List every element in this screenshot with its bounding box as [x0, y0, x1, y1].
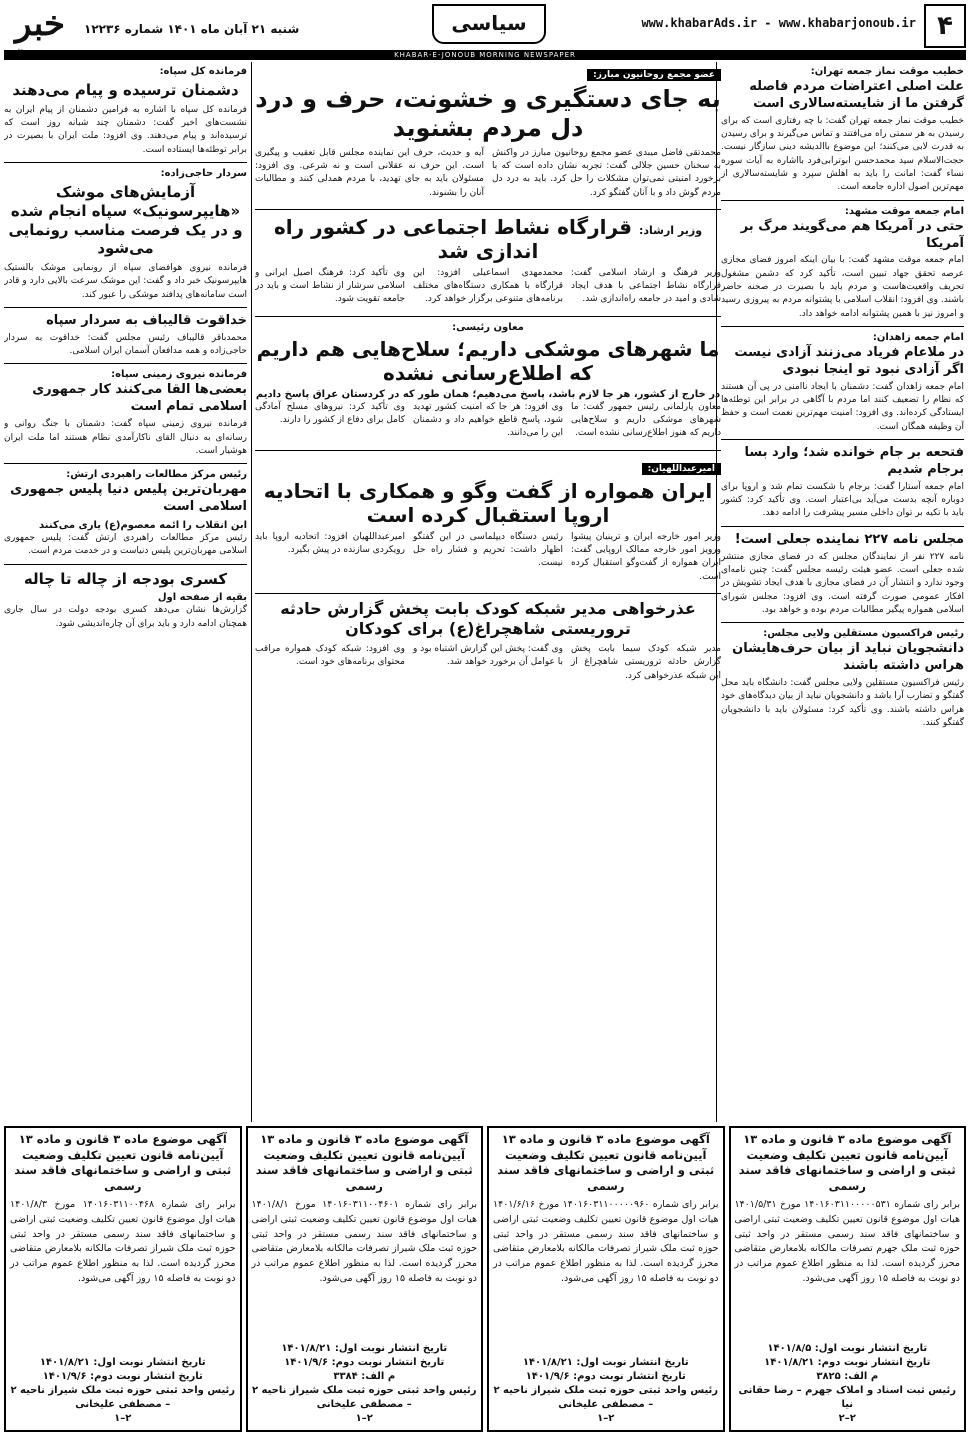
article-headline[interactable]: دانشجویان نباید از بیان حرف‌هایشان هراس داشته باشند	[732, 641, 964, 674]
article-body: امام جمعه آستارا گفت: برجام با شکست تمام شد و اروپا برای دوباره آنچه بدست می‌آید بی‌اعتبار است. وی تأکید کرد: کشور باید با تکیه بر توان داخلی مسیر پیشرفت را ادامه دهد.	[721, 481, 964, 519]
article-body: وزیر امور خارجه ایران و ترینیان پیشوا ورویز امور خارجه ممالک اروپایی گفت: ایران همواره از گفت‌وگو استقبال کرده است.	[571, 531, 721, 582]
middle-column	[255, 62, 721, 1122]
legal-ad	[487, 1126, 725, 1432]
article-subheadline: ابن انقلاب را ائمه معصوم(ع) یاری می‌کنند	[39, 519, 247, 531]
divider	[255, 209, 721, 210]
newspaper-logo	[4, 4, 76, 46]
article-kicker: فرمانده نیروی زمینی سپاه:	[111, 369, 247, 381]
divider	[721, 622, 964, 623]
article-kicker: امیرعبداللهیان:	[642, 463, 721, 475]
article-columns	[255, 147, 721, 204]
divider	[4, 564, 247, 565]
ad-footer	[252, 1342, 478, 1426]
ad-number: ۲–۱	[597, 1413, 615, 1424]
masthead-ticker: KHABAR-E-JONOUB MORNING NEWSPAPER	[4, 50, 966, 60]
ad-body: برابر رای شماره ۱۴۰۱۶۰۳۱۱۰۰۰۰۰۵۳۱ مورخ ۱۴۰۱/۵/۳۱ هیات اول موضوع قانون تعیین تکلیف وضعیت ثبتی اراضی و ساختمانهای فاقد سند رسمی مستقر در واحد ثبتی حوزه ثبت ملک جهرم تصرفات مالکانه بلامعارض متقاضی محرز گردیده است. لذا به منظور اطلاع عموم مراتب در دو نوبت به فاصله ۱۵ روز آگهی می‌شود.	[734, 1199, 960, 1284]
ad-title: آگهی موضوع ماده ۳ قانون و ماده ۱۳ آیین‌نامه قانون تعیین تکلیف وضعیت ثبتی و اراضی و ساختمانهای فاقد سند رسمی	[497, 1132, 715, 1193]
section-title: سیاسی	[432, 4, 546, 44]
legal-ad	[246, 1126, 484, 1432]
ad-date-first: تاریخ انتشار نوبت اول: ۱۴۰۱/۸/۲۱	[281, 1343, 448, 1354]
ad-signer: رئیس واحد ثبتی حوزه ثبت ملک شیراز ناحیه ۲ – مصطفی علیخانی	[10, 1385, 236, 1410]
article-body: گزارش‌ها نشان می‌دهد کسری بودجه دولت در سال جاری همچنان ادامه دارد و باید برای آن چاره‌اندیشی شود.	[4, 605, 247, 629]
ad-code: م الف: ۳۳۸۴	[333, 1371, 396, 1382]
divider	[721, 526, 964, 527]
legal-ad	[4, 1126, 242, 1432]
ad-signer: رئیس واحد ثبتی حوزه ثبت ملک شیراز ناحیه ۲ – مصطفی علیخانی	[493, 1385, 719, 1410]
ad-title: آگهی موضوع ماده ۳ قانون و ماده ۱۳ آیین‌نامه قانون تعیین تکلیف وضعیت ثبتی و اراضی و ساختمانهای فاقد سند رسمی	[255, 1132, 473, 1193]
article-body: فرمانده نیروی زمینی سپاه گفت: دشمنان با جنگ روانی و رسانه‌ای به دنبال القای ناکارآمدی نظام هستند اما ملت ایران هوشیار است.	[4, 419, 247, 456]
article-body: فرمانده نیروی هوافضای سپاه از رونمایی موشک بالستیک هایپرسونیک خبر داد و گفت: این موشک سرعت بالایی دارد و قادر است سامانه‌های پدافند موشکی را عبور کند.	[4, 263, 247, 300]
ad-code: م الف: ۳۸۲۵	[816, 1371, 879, 1382]
article-headline[interactable]: ایران همواره از گفت وگو و همکاری با اتحادیه اروپا استقبال کرده است	[263, 478, 713, 527]
ad-date-second: تاریخ انتشار نوبت دوم: ۱۴۰۱/۹/۶	[284, 1357, 445, 1368]
article-body: رئیس فراکسیون مستقلین ولایی مجلس گفت: دانشگاه باید محل گفتگو و تضارب آرا باشد و دانشجویان نباید از بیان دیدگاه‌های خود هراس داشته باشند. وی تأکید کرد: مسئولان باید با دانشجویان گفتگو کنند.	[721, 677, 964, 728]
ad-number: ۲–۱	[355, 1413, 373, 1424]
divider	[255, 450, 721, 451]
article-columns	[255, 643, 721, 687]
ad-title: آگهی موضوع ماده ۳ قانون و ماده ۱۳ آیین‌نامه قانون تعیین تکلیف وضعیت ثبتی و اراضی و ساختمانهای فاقد سند رسمی	[738, 1132, 956, 1193]
article-kicker: سردار حاجی‌زاده:	[160, 168, 247, 179]
masthead	[4, 4, 966, 53]
article-headline[interactable]: مهربان‌ترین پلیس دنیا پلیس جمهوری اسلامی است	[10, 482, 247, 515]
article-body: وزیر فرهنگ و ارشاد اسلامی گفت: قرارگاه نشاط اجتماعی با هدف ایجاد شادی و امید در جامعه راه‌اندازی شد.	[571, 267, 721, 305]
left-column	[4, 62, 252, 1122]
article-kicker: خطیب موقت نماز جمعه تهران:	[810, 66, 964, 77]
divider	[721, 326, 964, 327]
article-headline[interactable]: دشمنان ترسیده و پیام می‌دهند	[12, 81, 239, 99]
article-subheadline: در خارج از کشور، هر جا لازم باشد، پاسخ می‌دهیم؛ همان طور که در کردستان عراق پاسخ دادیم	[255, 388, 721, 400]
article-body: مدیر شبکه کودک سیما بابت پخش گزارش حادثه تروریستی شاهچراغ از این شبکه عذرخواهی کرد.	[571, 643, 721, 681]
ad-number: ۲–۱	[114, 1413, 132, 1424]
divider	[4, 463, 247, 464]
ad-body: برابر رای شماره ۱۴۰۱۶۰۳۱۱۰۰۴۶۸ مورخ ۱۴۰۱/۸/۳ هیات اول موضوع قانون تعیین تکلیف وضعیت ثبتی اراضی و ساختمانهای فاقد سند رسمی مستقر در واحد ثبتی حوزه ثبت ملک شیراز تصرفات مالکانه بلامعارض متقاضی محرز گردیده است. لذا به منظور اطلاع عموم مراتب در دو نوبت به فاصله ۱۵ روز آگهی می‌شود.	[10, 1199, 236, 1284]
article-body: نامه ۲۲۷ نفر از نمایندگان مجلس که در فضای مجازی منتشر شده جعلی است. عضو هیئت رئیسه مجلس گفت: چنین نامه‌ای وجود ندارد و انتشار آن در فضای مجازی با هدف ایجاد تشویش در افکار عمومی صورت گرفته است. وی افزود: مجلس شورای اسلامی همواره پیگیر مطالبات مردم بوده و خواهد بود.	[721, 551, 964, 615]
article-body: محمدتقی فاضل میبدی عضو مجمع روحانیون مبارز در واکنش به سخنان حسین جلالی گفت: تجربه نشان داده است که با برخورد امنیتی نمی‌توان مشکلات را حل کرد. باید به درد دل مردم گوش داد و با آنان گفتگو کرد.	[492, 147, 721, 198]
article-body: رئیس مرکز مطالعات راهبردی ارتش گفت: پلیس جمهوری اسلامی مهربان‌ترین پلیس دنیاست و در خدمت مردم است.	[4, 532, 247, 557]
ad-date-first: تاریخ انتشار نوبت اول: ۱۴۰۱/۸/۲۱	[522, 1357, 689, 1368]
article-kicker: عضو مجمع روحانیون مبارز:	[587, 69, 721, 81]
article-body: وی تأکید کرد: فرهنگ اصیل ایرانی و اسلامی سرشار از نشاط است و باید در جامعه تقویت شود.	[255, 267, 405, 305]
article-columns	[255, 267, 721, 311]
article-headline[interactable]: در ملاعام فریاد می‌زنند آزادی نیست اگر آزادی نبود تو اینجا نبودی	[734, 345, 964, 377]
ad-footer	[735, 1342, 961, 1426]
dateline: شنبه ۲۱ آبان ماه ۱۴۰۱ شماره ۱۲۲۳۶	[84, 22, 300, 36]
ad-date-second: تاریخ انتشار نوبت دوم: ۱۴۰۱/۹/۶	[42, 1371, 203, 1382]
ad-number: ۲–۲	[838, 1413, 856, 1424]
divider	[4, 363, 247, 364]
article-columns	[255, 401, 721, 445]
article-headline[interactable]	[255, 215, 721, 263]
page-number: ۴	[924, 4, 966, 48]
article-kicker: فرمانده کل سپاه:	[159, 66, 247, 77]
article-body: محمدباقر قالیباف رئیس مجلس گفت: خداقوت به سردار حاجی‌زاده و همه مدافعان آسمان ایران اسلامی.	[4, 332, 247, 357]
article-body: وی گفت: پخش این گزارش اشتباه بود و با عوامل آن برخورد خواهد شد.	[413, 643, 563, 668]
right-column	[716, 62, 964, 1122]
article-headline[interactable]: کسری بودجه از چاله تا چاله	[23, 569, 228, 588]
ad-signer: رئیس واحد ثبتی حوزه ثبت ملک شیراز ناحیه ۲ – مصطفی علیخانی	[251, 1385, 477, 1410]
ad-date-first: تاریخ انتشار نوبت اول: ۱۴۰۱/۸/۲۱	[39, 1357, 206, 1368]
website-url[interactable]: www.khabarAds.ir - www.khabarjonoub.ir	[641, 16, 916, 30]
article-body: وی افزود: هر جا که امنیت کشور تهدید شود، پاسخ قاطع خواهیم داد و دشمنان این را می‌دانند.	[413, 401, 563, 439]
article-kicker: رئیس فراکسیون مستقلین ولایی مجلس:	[763, 628, 964, 640]
divider	[4, 307, 247, 308]
article-body: آیه و حدیث، حرف این نماینده مجلس قابل تعقیب و پیگیری است. این حرف نه عقلانی است و نه شرعی. وی افزود: مسئولان باید به جای تهدید، با مردم همدلی کنند و مطالبات آنان را بشنوند.	[255, 147, 484, 198]
article-body: وی افزود: شبکه کودک همواره مراقب محتوای برنامه‌های خود است.	[255, 643, 405, 668]
article-kicker: رئیس مرکز مطالعات راهبردی ارتش:	[66, 469, 247, 481]
article-headline[interactable]: مجلس نامه ۲۲۷ نماینده جعلی است!	[734, 531, 964, 547]
article-headline[interactable]: حتی در آمریکا هم می‌گویند مرگ بر آمریکا	[740, 218, 964, 251]
article-body: معاون پارلمانی رئیس جمهور گفت: ما شهرهای موشکی داریم و سلاح‌هایی داریم که هنوز اطلاع‌رسانی نشده است.	[571, 401, 721, 439]
ad-body: برابر رای شماره ۱۴۰۱۶۰۳۱۱۰۰۴۶۰۱ مورخ ۱۴۰۱/۸/۱ هیات اول موضوع قانون تعیین تکلیف وضعیت ثبتی اراضی و ساختمانهای فاقد سند رسمی مستقر در واحد ثبتی حوزه ثبت ملک شیراز تصرفات مالکانه بلامعارض متقاضی محرز گردیده است. لذا به منظور اطلاع عموم مراتب در دو نوبت به فاصله ۱۵ روز آگهی می‌شود.	[251, 1199, 477, 1284]
article-body: وی تأکید کرد: نیروهای مسلح آمادگی کامل برای دفاع از کشور را دارند.	[255, 401, 405, 426]
divider	[721, 200, 964, 201]
legal-ad	[729, 1126, 967, 1432]
article-columns	[255, 531, 721, 588]
article-body: رئیس دستگاه دیپلماسی در این گفتگو اظهار داشت: تحریم و فشار راه حل نیست.	[413, 531, 563, 569]
divider	[4, 162, 247, 163]
divider	[255, 316, 721, 317]
logo-text: خبر	[14, 4, 66, 44]
ad-date-second: تاریخ انتشار نوبت دوم: ۱۴۰۱/۸/۲۱	[764, 1357, 931, 1368]
ad-date-second: تاریخ انتشار نوبت دوم: ۱۴۰۱/۹/۶	[525, 1371, 686, 1382]
article-body: امیرعبداللهیان افزود: اتحادیه اروپا باید رویکردی سازنده در پیش بگیرد.	[255, 531, 405, 556]
article-kicker: وزیر ارشاد:	[638, 223, 703, 237]
ad-title: آگهی موضوع ماده ۳ قانون و ماده ۱۳ آیین‌نامه قانون تعیین تکلیف وضعیت ثبتی و اراضی و ساختمانهای فاقد سند رسمی	[14, 1132, 232, 1193]
article-kicker: بقیه از صفحه اول	[157, 592, 247, 604]
divider	[255, 593, 721, 594]
article-body: خطیب موقت نماز جمعه تهران گفت: با چه رفتاری است که برای رسیدن به هر سمتی راه می‌افتند و تماس می‌گیرند و برای رسیدن به قدرت لابی می‌کنند؛ این موضوع باالدیشه دینی سازگار نیست. حجت‌الاسلام سید محمدحسن ابوترابی‌فرد بااشاره به آیات سوره نساء گفت: امانت را باید به اهلش سپرد و شایسته‌سالاری از مهم‌ترین اصول اداره جامعه است.	[721, 115, 964, 193]
article-body: امام جمعه زاهدان گفت: دشمنان با ایجاد ناامنی در پی آن هستند که نظام را تضعیف کنند اما مردم با آگاهی در برابر این توطئه‌ها ایستادگی کرده‌اند. وی افزود: امنیت مهم‌ترین نعمت است و حفظ آن وظیفه همگان است.	[721, 381, 964, 432]
article-headline[interactable]: علت اصلی اعتراضات مردم فاصله گرفتن ما از شایسته‌سالاری است	[749, 79, 964, 111]
divider	[721, 439, 964, 440]
article-headline[interactable]: بعضی‌ها القا می‌کنند کار جمهوری اسلامی تمام است	[32, 382, 247, 415]
ad-date-first: تاریخ انتشار نوبت اول: ۱۴۰۱/۸/۵	[767, 1343, 928, 1354]
headline-text: قرارگاه نشاط اجتماعی در کشور راه اندازی شد	[273, 214, 632, 263]
ad-footer	[493, 1356, 719, 1426]
ad-signer: رئیس ثبت اسناد و املاک جهرم – رضا حقانی نیا	[738, 1385, 956, 1410]
lead-headline[interactable]: به جای دستگیری و خشونت، حرف و درد دل مردم بشنوید	[255, 85, 721, 142]
article-headline[interactable]: خداقوت قالیباف به سردار سپاه	[46, 312, 247, 328]
ad-footer	[10, 1356, 236, 1426]
article-body: محمدمهدی اسماعیلی افزود: این قرارگاه با همکاری دستگاه‌های مختلف برنامه‌های متنوعی برگزار خواهد کرد.	[413, 267, 563, 305]
article-headline[interactable]: فتحعه بر جام خوانده شد؛ وارد بسا برجام شدیم	[744, 445, 964, 477]
article-body: فرمانده کل سپاه با اشاره به فرامین دشمنان از پیام ایران به نشست‌های اخیر گفت: دشمنان چند شبانه روز است که ترسیده‌اند و پیام می‌دهند. وی افزود: ملت ایران با بصیرت در برابر توطئه‌ها ایستاده است.	[4, 104, 247, 155]
article-headline[interactable]: آزمایش‌های موشک «هایپرسونیک» سپاه انجام شده و در یک فرصت مناسب رونمایی می‌شود	[8, 183, 243, 258]
article-headline[interactable]: ما شهرهای موشکی داریم؛ سلاح‌هایی هم داریم که اطلاع‌رسانی نشده	[256, 336, 720, 385]
article-headline[interactable]: عذرخواهی مدیر شبکه کودک بابت پخش گزارش حادثه تروریستی شاهچراغ(ع) برای کودکان	[280, 598, 696, 638]
article-kicker: امام جمعه زاهدان:	[872, 332, 964, 343]
article-body: امام جمعه موقت مشهد گفت: با بیان اینکه امروز فضای مجازی عرصه تحقق جهاد تبیین است، تأکید کرد که دشمن مشغول تحریف واقعیت‌هاست و مردم باید با بصیرت در صحنه حاضر باشند. وی افزود: انقلاب اسلامی با پشتوانه مردم به پیروزی رسید و امروز نیز با همین پشتوانه ادامه خواهد داد.	[721, 255, 964, 319]
ad-body: برابر رای شماره ۱۴۰۱۶۰۳۱۱۰۰۰۰۰۹۶۰ مورخ ۱۴۰۱/۶/۱۶ هیات اول موضوع قانون تعیین تکلیف وضعیت ثبتی اراضی و ساختمانهای فاقد سند رسمی مستقر در واحد ثبتی حوزه ثبت ملک شیراز تصرفات مالکانه بلامعارض متقاضی محرز گردیده است. لذا به منظور اطلاع عموم مراتب در دو نوبت به فاصله ۱۵ روز آگهی می‌شود.	[493, 1199, 719, 1284]
article-kicker: امام جمعه موقت مشهد:	[844, 205, 964, 217]
legal-ads-row	[4, 1126, 966, 1432]
article-kicker: معاون رئیسی:	[452, 321, 524, 333]
